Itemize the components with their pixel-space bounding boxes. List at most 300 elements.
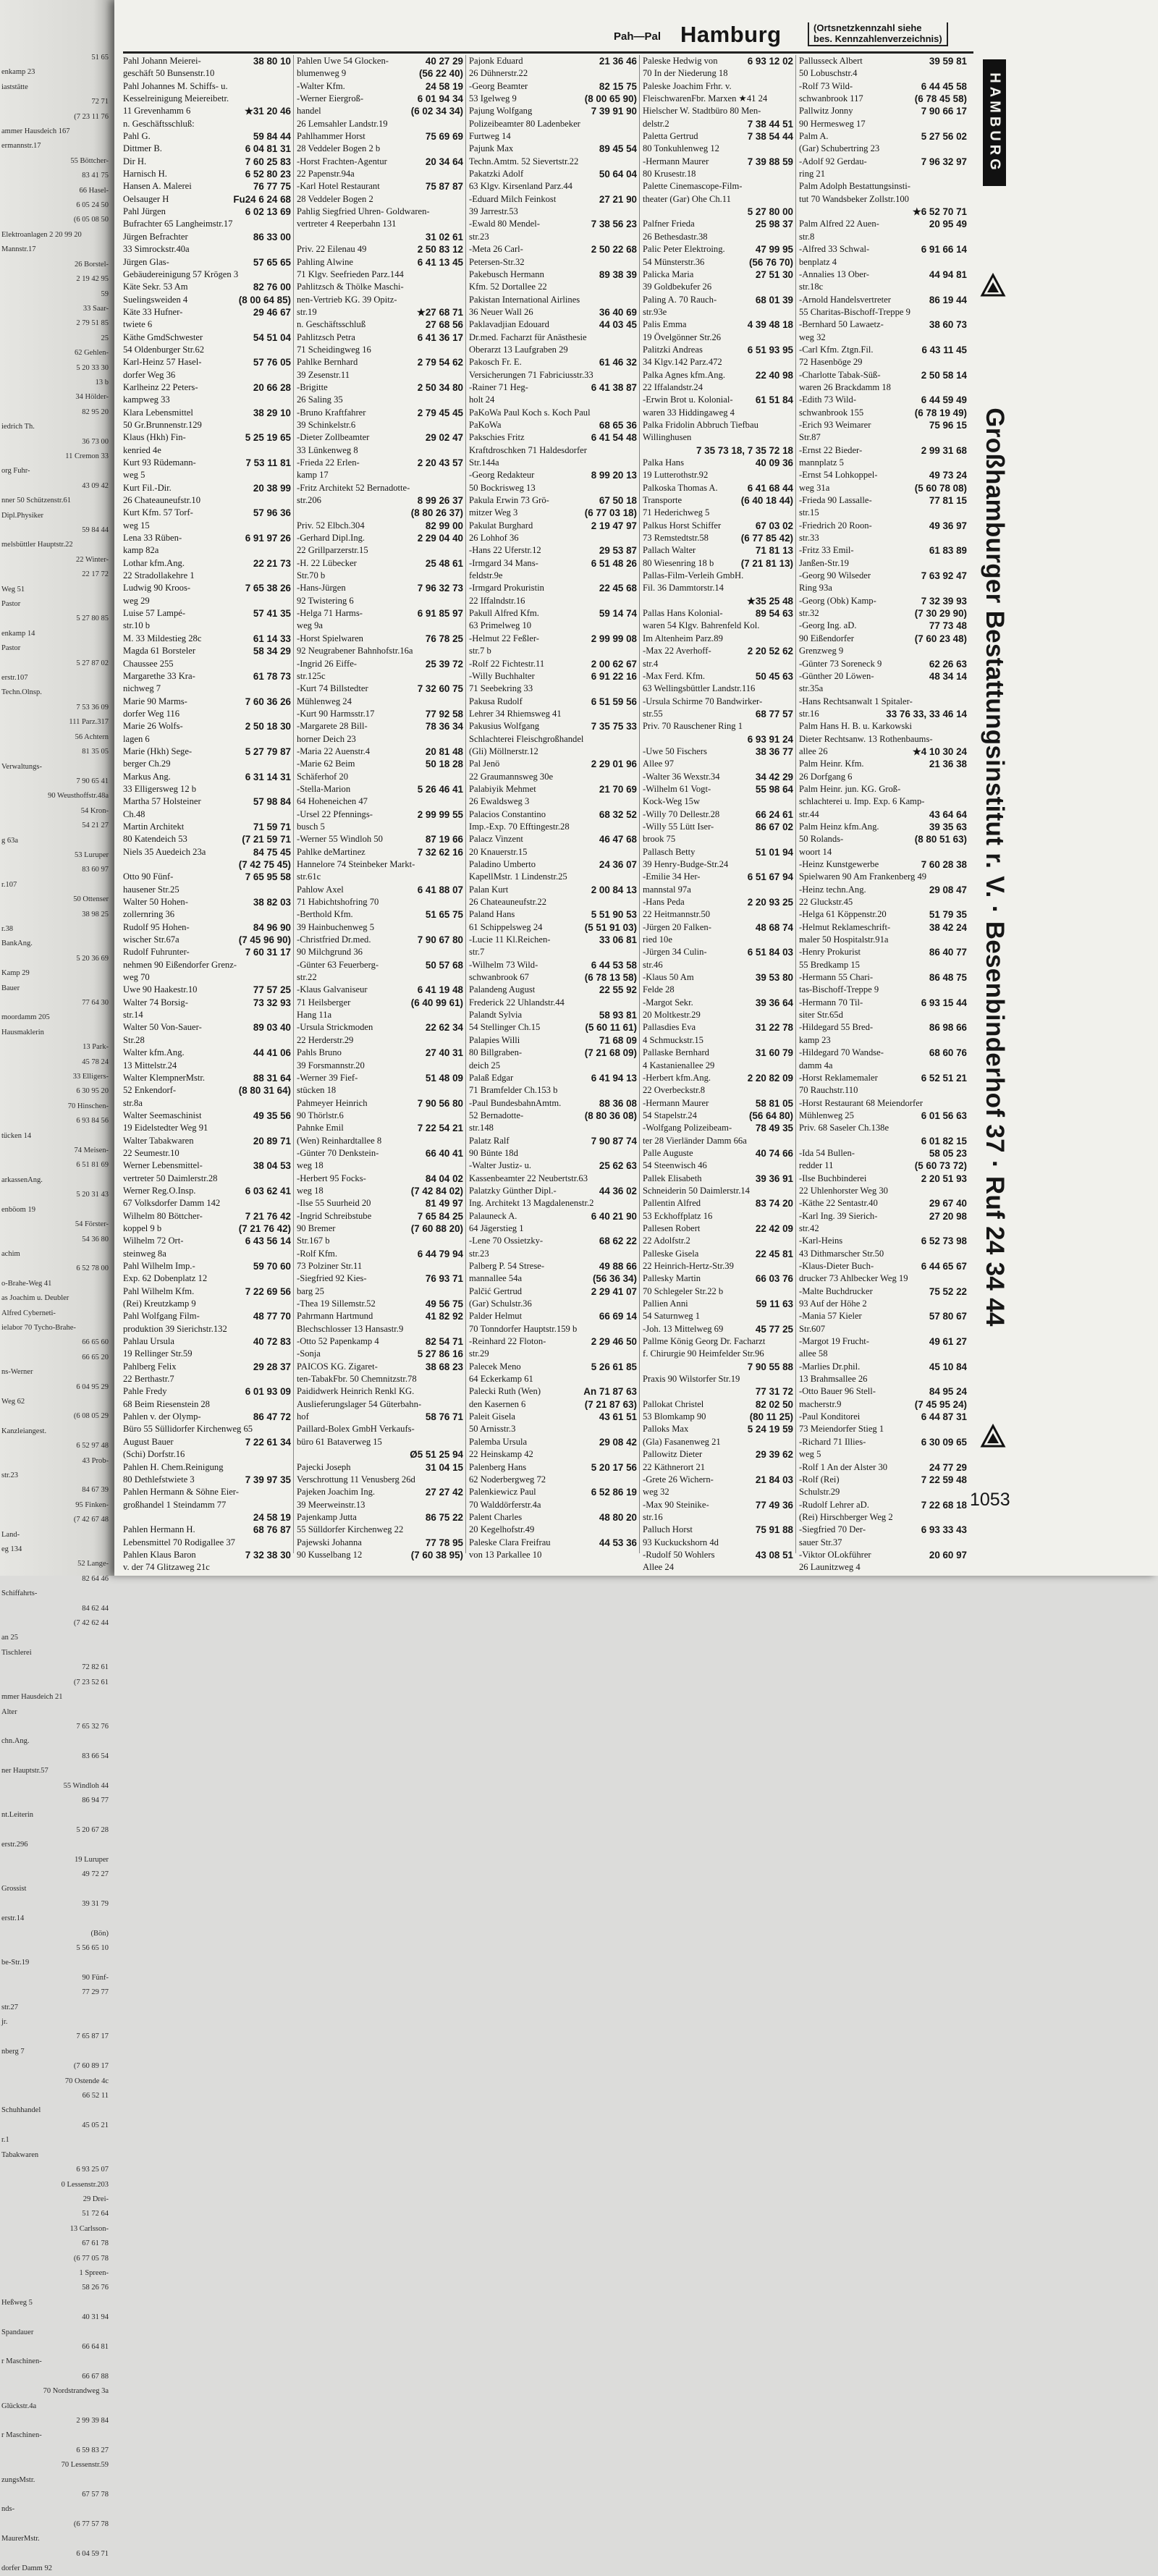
listing-text: -Marlies Dr.phil. xyxy=(799,1361,861,1372)
phone-number: 40 27 29 xyxy=(425,56,463,67)
phone-number: 5 51 90 53 xyxy=(591,909,637,921)
phone-number: (6 77 85 42) xyxy=(740,533,793,544)
listing-entry xyxy=(297,457,463,469)
listing-text: 70 Tonndorfer Hauptstr.159 b xyxy=(469,1323,578,1334)
phone-number xyxy=(790,570,793,582)
phone-number: 75 52 22 xyxy=(929,1285,967,1297)
phone-number: 5 27 80 00 xyxy=(747,206,793,218)
listing-text: Pahl G. xyxy=(123,131,151,142)
previous-page-line: 59 84 44 xyxy=(82,526,109,534)
listing-entry xyxy=(469,1248,637,1260)
phone-number xyxy=(288,469,291,481)
listing-text: handel xyxy=(297,106,321,117)
phone-number: 2 99 99 08 xyxy=(591,633,637,644)
previous-page-line: (7 23 52 61 xyxy=(73,1678,109,1686)
listing-text: 90 Milchgrund 36 xyxy=(297,947,363,958)
phone-number: 68 62 22 xyxy=(599,1236,637,1247)
listing-text: -Karl Ing. 39 Sierich- xyxy=(799,1210,878,1221)
phone-number: 27 20 98 xyxy=(929,1210,967,1222)
listing-entry xyxy=(643,557,793,570)
listing-entry xyxy=(123,544,291,557)
listing-entry xyxy=(297,156,463,168)
listing-text: 80 Dethlefstwiete 3 xyxy=(123,1474,195,1485)
listing-entry xyxy=(123,1260,291,1272)
phone-number xyxy=(964,331,967,344)
phone-number: 82 54 71 xyxy=(425,1336,463,1348)
listing-entry xyxy=(297,168,463,180)
listing-entry xyxy=(643,633,793,645)
phone-number: 41 82 92 xyxy=(425,1311,463,1322)
phone-number: 7 32 39 93 xyxy=(921,595,967,607)
listing-text: Pahlhammer Horst xyxy=(297,131,365,142)
phone-number: 59 11 63 xyxy=(756,1298,793,1310)
listing-entry xyxy=(123,1060,291,1072)
listing-text: Pakatzki Adolf xyxy=(469,169,524,180)
phone-number xyxy=(790,193,793,206)
listing-text: 64 Jägerstieg 1 xyxy=(469,1222,524,1233)
listing-entry xyxy=(799,1323,967,1335)
header-rule xyxy=(123,51,973,54)
phone-number: 31 22 78 xyxy=(755,1022,793,1034)
listing-entry xyxy=(469,871,637,883)
previous-page-line: Alter xyxy=(1,1707,17,1716)
phone-number: 6 30 09 65 xyxy=(921,1436,967,1448)
phone-number: (6 78 13 58) xyxy=(584,972,637,984)
listing-entry xyxy=(297,1160,463,1172)
phone-number xyxy=(790,758,793,770)
phone-number xyxy=(634,1084,637,1097)
listing-text: 50 Rolands- xyxy=(799,834,844,845)
listing-text: str.16 xyxy=(799,708,819,719)
previous-page-line: g 63a xyxy=(1,836,19,845)
phone-number xyxy=(634,394,637,406)
phone-number xyxy=(288,1537,291,1549)
listing-entry xyxy=(297,544,463,557)
listing-entry xyxy=(297,833,463,845)
phone-number xyxy=(634,369,637,381)
phone-number xyxy=(964,959,967,971)
previous-page-line: Pastor xyxy=(1,600,21,609)
listing-text: -Horst Reklamemaler xyxy=(799,1072,878,1083)
listing-text: dorfer Weg 116 xyxy=(123,708,180,719)
previous-page-line: 5 20 67 28 xyxy=(76,1825,109,1834)
previous-page-line: Bauer xyxy=(1,984,20,992)
page-header xyxy=(614,20,1091,52)
listing-entry xyxy=(469,344,637,356)
listing-entry xyxy=(123,633,291,645)
listing-text: 19 Rellinger Str.59 xyxy=(123,1348,193,1359)
listing-entry xyxy=(297,1173,463,1185)
listing-text: -H. 22 Lübecker xyxy=(297,557,357,568)
listing-entry xyxy=(123,520,291,532)
listing-entry xyxy=(643,595,793,607)
previous-page-line: ermannstr.17 xyxy=(1,142,41,151)
listing-entry xyxy=(297,946,463,958)
listing-entry xyxy=(469,93,637,105)
listing-text: 26 Launitzweg 4 xyxy=(799,1562,861,1573)
listing-entry xyxy=(123,1248,291,1260)
previous-page-line: 6 93 25 07 xyxy=(76,2166,109,2174)
listing-text: Pajenkamp Jutta xyxy=(297,1511,357,1522)
listing-entry xyxy=(799,281,967,293)
phone-number: 59 14 74 xyxy=(599,608,637,620)
listing-entry xyxy=(123,1373,291,1385)
listing-text: 20 Kegelhofstr.49 xyxy=(469,1524,535,1535)
listing-entry xyxy=(643,1272,793,1285)
listing-entry xyxy=(469,143,637,155)
listing-entry xyxy=(123,1185,291,1197)
listing-entry xyxy=(123,1097,291,1110)
listing-text: -Georg Ing. aD. xyxy=(799,620,857,631)
phone-number: 6 91 66 14 xyxy=(921,244,967,256)
listing-entry xyxy=(643,431,793,444)
listing-text: -Helmut 22 Feßler- xyxy=(469,633,539,643)
previous-page-line: 90 Weusthoffstr.48a xyxy=(48,792,109,801)
listing-entry xyxy=(643,1097,793,1110)
listing-text: Walter Seemaschinist xyxy=(123,1110,202,1120)
phone-number: 77 31 72 xyxy=(755,1386,793,1398)
listing-text: 70 In der Niederung 18 xyxy=(643,68,728,79)
phone-number: 6 01 93 09 xyxy=(245,1386,291,1398)
phone-number xyxy=(790,1009,793,1021)
listing-text: 39 Goldbekufer 26 xyxy=(643,282,712,292)
phone-number: 6 43 56 14 xyxy=(245,1236,291,1247)
phone-number xyxy=(790,1235,793,1247)
phone-number xyxy=(288,369,291,381)
phone-number: (56 76 70) xyxy=(748,256,793,268)
listing-entry xyxy=(469,520,637,532)
listing-entry xyxy=(297,218,463,230)
phone-number: 49 56 75 xyxy=(425,1298,463,1310)
listing-text: Petersen-Str.32 xyxy=(469,256,525,267)
phone-number xyxy=(790,696,793,708)
phone-number xyxy=(964,143,967,155)
listing-entry xyxy=(123,180,291,193)
listing-text: str.42 xyxy=(799,1222,819,1233)
phone-number xyxy=(964,231,967,243)
listing-entry xyxy=(469,444,637,457)
listing-text: Paladino Umberto xyxy=(469,859,536,869)
listing-entry xyxy=(469,1511,637,1524)
previous-page-line: r.107 xyxy=(1,880,17,889)
listing-text: August Bauer xyxy=(123,1436,174,1447)
phone-number xyxy=(964,118,967,130)
listing-entry xyxy=(123,344,291,356)
listing-entry xyxy=(297,344,463,356)
phone-number xyxy=(790,1461,793,1474)
phone-number: 21 36 38 xyxy=(929,759,967,770)
listing-entry xyxy=(643,984,793,996)
phone-number: 7 90 55 88 xyxy=(747,1361,793,1372)
listing-text: Pahl Johann Meierei- xyxy=(123,56,201,66)
listing-text: v. der 74 Glitzaweg 21c xyxy=(123,1562,210,1573)
phone-number: 61 46 32 xyxy=(599,357,637,368)
listing-entry xyxy=(123,582,291,594)
listing-text: str.125c xyxy=(297,670,326,681)
listing-entry xyxy=(297,1486,463,1498)
phone-number xyxy=(288,733,291,746)
listing-text: Imp.-Exp. 70 Efftingestr.28 xyxy=(469,821,570,832)
listing-entry xyxy=(799,1135,967,1147)
listing-text: Pakebusch Hermann xyxy=(469,269,544,279)
phone-number: 8 99 26 37 xyxy=(417,495,463,507)
listing-entry xyxy=(123,381,291,394)
listing-text: Praxis 90 Wilstorfer Str.19 xyxy=(643,1374,740,1385)
listing-entry xyxy=(123,431,291,444)
listing-entry xyxy=(643,1511,793,1524)
phone-number xyxy=(790,419,793,431)
phone-number: 44 03 45 xyxy=(599,319,637,331)
listing-text: -Charlotte Tabak-Süß- xyxy=(799,369,881,380)
listing-entry xyxy=(469,771,637,783)
phone-number xyxy=(964,1248,967,1260)
running-head: Pah—Pal xyxy=(614,30,662,43)
phone-number: 39 36 91 xyxy=(755,1173,793,1184)
phone-number xyxy=(288,544,291,557)
listing-entry xyxy=(297,494,463,507)
listing-entry xyxy=(799,1499,967,1511)
listing-entry xyxy=(799,1173,967,1185)
listing-entry xyxy=(123,80,291,93)
phone-number xyxy=(460,733,463,746)
listing-entry xyxy=(123,494,291,507)
phone-number: 6 41 38 87 xyxy=(591,381,637,393)
listing-entry xyxy=(123,269,291,281)
listing-entry xyxy=(123,1197,291,1209)
listing-text: -Walter Justiz- u. xyxy=(469,1160,532,1171)
phone-number: 2 50 22 68 xyxy=(591,244,637,256)
phone-number xyxy=(634,946,637,958)
phone-number: 6 52 86 19 xyxy=(591,1487,637,1498)
listing-text: busch 5 xyxy=(297,821,325,832)
listing-entry xyxy=(297,1323,463,1335)
phone-number: (7 21 87 63) xyxy=(584,1398,637,1410)
previous-page-line: 84 67 39 xyxy=(82,1486,109,1495)
listing-text: -Wilhelm 61 Vogt- xyxy=(643,783,711,794)
phone-number: 7 22 68 18 xyxy=(921,1499,967,1511)
listing-text: 54 Saturnweg 1 xyxy=(643,1311,701,1322)
area-code-note-line: bes. Kennzahlenverzeichnis) xyxy=(813,33,942,44)
listing-text: -Max 22 Averhoff- xyxy=(643,646,711,656)
phone-number: 7 39 91 90 xyxy=(591,106,637,117)
listing-entry xyxy=(297,959,463,971)
listing-entry xyxy=(643,1060,793,1072)
listing-entry xyxy=(469,696,637,708)
phone-number: 6 52 80 23 xyxy=(245,169,291,180)
phone-number xyxy=(634,1222,637,1235)
listing-text: 39 Henry-Budge-Str.24 xyxy=(643,859,729,869)
listing-text: von 13 Parkallee 10 xyxy=(469,1549,542,1560)
listing-entry xyxy=(123,130,291,143)
listing-text: (Wen) Reinhardtallee 8 xyxy=(297,1135,382,1146)
listing-entry xyxy=(297,180,463,193)
listing-entry xyxy=(123,871,291,883)
listing-text: -Margot Sekr. xyxy=(643,997,693,1008)
listing-text: 28 Veddeler Bogen 2 xyxy=(297,193,373,204)
listing-entry xyxy=(469,1348,637,1360)
listing-text: Palle Auguste xyxy=(643,1147,693,1158)
previous-page-line: 81 35 05 xyxy=(82,748,109,756)
listing-text: Kraftdroschken 71 Haldesdorfer xyxy=(469,444,587,455)
phone-number xyxy=(288,243,291,256)
phone-number: 24 77 29 xyxy=(929,1461,967,1473)
listing-entry xyxy=(469,1385,637,1398)
listing-text: nehmen 90 Eißendorfer Grenz- xyxy=(123,959,237,970)
listing-text: PaKoWa xyxy=(469,419,502,430)
listing-entry xyxy=(297,1411,463,1423)
previous-page-line: 72 82 61 xyxy=(82,1663,109,1672)
listing-text: -Gerhard Dipl.Ing. xyxy=(297,533,365,544)
phone-number: 7 38 44 51 xyxy=(747,118,793,130)
phone-number: 38 80 10 xyxy=(253,56,291,67)
phone-number: 2 20 93 25 xyxy=(747,897,793,908)
listing-entry xyxy=(123,507,291,519)
listing-entry xyxy=(643,645,793,657)
previous-page-line: o-Brahe-Weg 41 xyxy=(1,1279,52,1288)
phone-number xyxy=(964,381,967,394)
phone-number: ★6 52 70 71 xyxy=(912,206,967,218)
listing-entry xyxy=(643,821,793,833)
phone-number xyxy=(460,1499,463,1511)
phone-number xyxy=(288,1248,291,1260)
listing-entry xyxy=(469,582,637,594)
phone-number: 5 26 46 41 xyxy=(417,783,463,795)
phone-number: 50 57 68 xyxy=(425,959,463,971)
phone-number xyxy=(790,1160,793,1172)
listing-entry xyxy=(123,1549,291,1561)
phone-number: 6 93 15 44 xyxy=(921,997,967,1008)
listing-text: -Bruno Kraftfahrer xyxy=(297,407,366,418)
phone-number: 57 96 36 xyxy=(253,507,291,519)
listing-entry xyxy=(123,1173,291,1185)
previous-page-line: 51 65 xyxy=(91,54,109,62)
listing-text: drucker 73 Ahlbecker Weg 19 xyxy=(799,1273,908,1284)
listing-text: -Maria 22 Auenstr.4 xyxy=(297,746,371,756)
listing-text: 71 Heilsberger xyxy=(297,997,351,1008)
phone-number: 61 83 89 xyxy=(929,545,967,557)
listing-entry xyxy=(469,206,637,218)
listing-entry xyxy=(799,243,967,256)
listing-entry xyxy=(469,984,637,996)
listing-text: Palis Emma xyxy=(643,319,687,330)
listing-text: Pahnke Emil xyxy=(297,1123,344,1133)
listing-text: Palauneck A. xyxy=(469,1210,517,1221)
previous-page-line: 77 64 30 xyxy=(82,999,109,1007)
phone-number xyxy=(790,1084,793,1097)
listing-text: Palm Adolph Bestattungsinsti- xyxy=(799,181,910,192)
phone-number: 54 51 04 xyxy=(253,331,291,343)
listing-entry xyxy=(643,394,793,406)
listing-entry xyxy=(643,344,793,356)
listing-text: großhandel 1 Steindamm 77 xyxy=(123,1499,227,1510)
listing-text: str.55 xyxy=(643,708,663,719)
listing-text: str.18c xyxy=(799,282,824,292)
listing-entry xyxy=(643,1474,793,1486)
listing-text: Palandeng August xyxy=(469,984,536,995)
listing-entry xyxy=(799,469,967,481)
listing-entry xyxy=(799,1461,967,1474)
listing-entry xyxy=(123,55,291,67)
listing-text: Palm Hans H. B. u. Karkowski xyxy=(799,721,913,732)
phone-number: (8 80 31 64) xyxy=(238,1085,291,1097)
listing-text: Pahl Wilhelm Imp.- xyxy=(123,1261,195,1271)
phone-number xyxy=(460,281,463,293)
previous-page-line: (6 77 05 78 xyxy=(73,2254,109,2263)
listing-entry xyxy=(469,971,637,984)
listing-entry xyxy=(469,746,637,758)
listing-entry xyxy=(643,1499,793,1511)
phone-number: 55 98 64 xyxy=(755,783,793,795)
listing-text: Paillard-Bolex GmbH Verkaufs- xyxy=(297,1424,415,1435)
listing-text: 28 Veddeler Bogen 2 b xyxy=(297,143,381,154)
listing-entry xyxy=(643,318,793,331)
listing-entry xyxy=(799,582,967,594)
listing-entry xyxy=(469,105,637,117)
phone-number xyxy=(964,1373,967,1385)
listing-text: Gebäudereinigung 57 Krögen 3 xyxy=(123,269,239,279)
listing-text: 61 Schippelsweg 24 xyxy=(469,921,543,932)
listing-text: feldstr.9e xyxy=(469,570,503,581)
listing-text: 53 Igelweg 9 xyxy=(469,93,517,104)
listing-entry xyxy=(123,369,291,381)
listing-text: berger Ch.29 xyxy=(123,759,171,769)
listing-text: Pahling Alwine xyxy=(297,256,354,267)
listing-entry xyxy=(469,1486,637,1498)
phone-number: 4 39 48 18 xyxy=(747,319,793,331)
listing-text: -Georg 90 Wilseder xyxy=(799,570,871,581)
listing-text: 63 Klgv. Kirsenland Parz.44 xyxy=(469,181,572,192)
listing-entry xyxy=(643,1173,793,1185)
listing-text: mannstal 97a xyxy=(643,884,691,895)
listing-text: Kock-Weg 15w xyxy=(643,796,701,807)
listing-text: Pahlig Siegfried Uhren- Goldwaren- xyxy=(297,206,430,217)
listing-text: 26 Dorfgang 6 xyxy=(799,771,853,782)
listing-text: Blechschlosser 13 Hansastr.9 xyxy=(297,1323,404,1334)
listing-entry xyxy=(469,1448,637,1461)
listing-entry xyxy=(123,294,291,306)
listing-entry xyxy=(123,670,291,683)
phone-number: 21 84 03 xyxy=(755,1474,793,1485)
listing-text: PAICOS KG. Zigaret- xyxy=(297,1361,378,1372)
phone-number: Fu24 6 24 68 xyxy=(233,193,291,205)
listing-text: Str.144a xyxy=(469,457,499,468)
phone-number: 43 64 64 xyxy=(929,808,967,820)
listing-text: Palatz Ralf xyxy=(469,1135,510,1146)
phone-number: 89 38 39 xyxy=(599,269,637,280)
listing-entry xyxy=(799,1348,967,1360)
previous-page-line: MaurerMstr. xyxy=(1,2535,40,2543)
phone-number xyxy=(790,1260,793,1272)
listing-entry xyxy=(643,1072,793,1084)
phone-number xyxy=(288,394,291,406)
listing-text: 90 Thörlstr.6 xyxy=(297,1110,344,1120)
listing-text: 54 Stapelstr.24 xyxy=(643,1110,697,1120)
phone-number xyxy=(964,1060,967,1072)
listing-entry xyxy=(643,1222,793,1235)
phone-number: 7 35 73 18, 7 35 72 18 xyxy=(696,444,793,456)
phone-number xyxy=(288,570,291,582)
listing-text: 52 Bernadotte- xyxy=(469,1110,524,1120)
listing-text: Willinghusen xyxy=(643,432,692,443)
phone-number xyxy=(288,683,291,695)
listing-entry xyxy=(643,243,793,256)
previous-page-line: zungsMstr. xyxy=(1,2475,35,2484)
phone-number xyxy=(634,67,637,80)
listing-entry xyxy=(799,746,967,758)
phone-number: 87 19 66 xyxy=(425,834,463,845)
listing-text: blumenweg 9 xyxy=(297,68,347,79)
previous-page-line: 58 26 76 xyxy=(82,2284,109,2292)
